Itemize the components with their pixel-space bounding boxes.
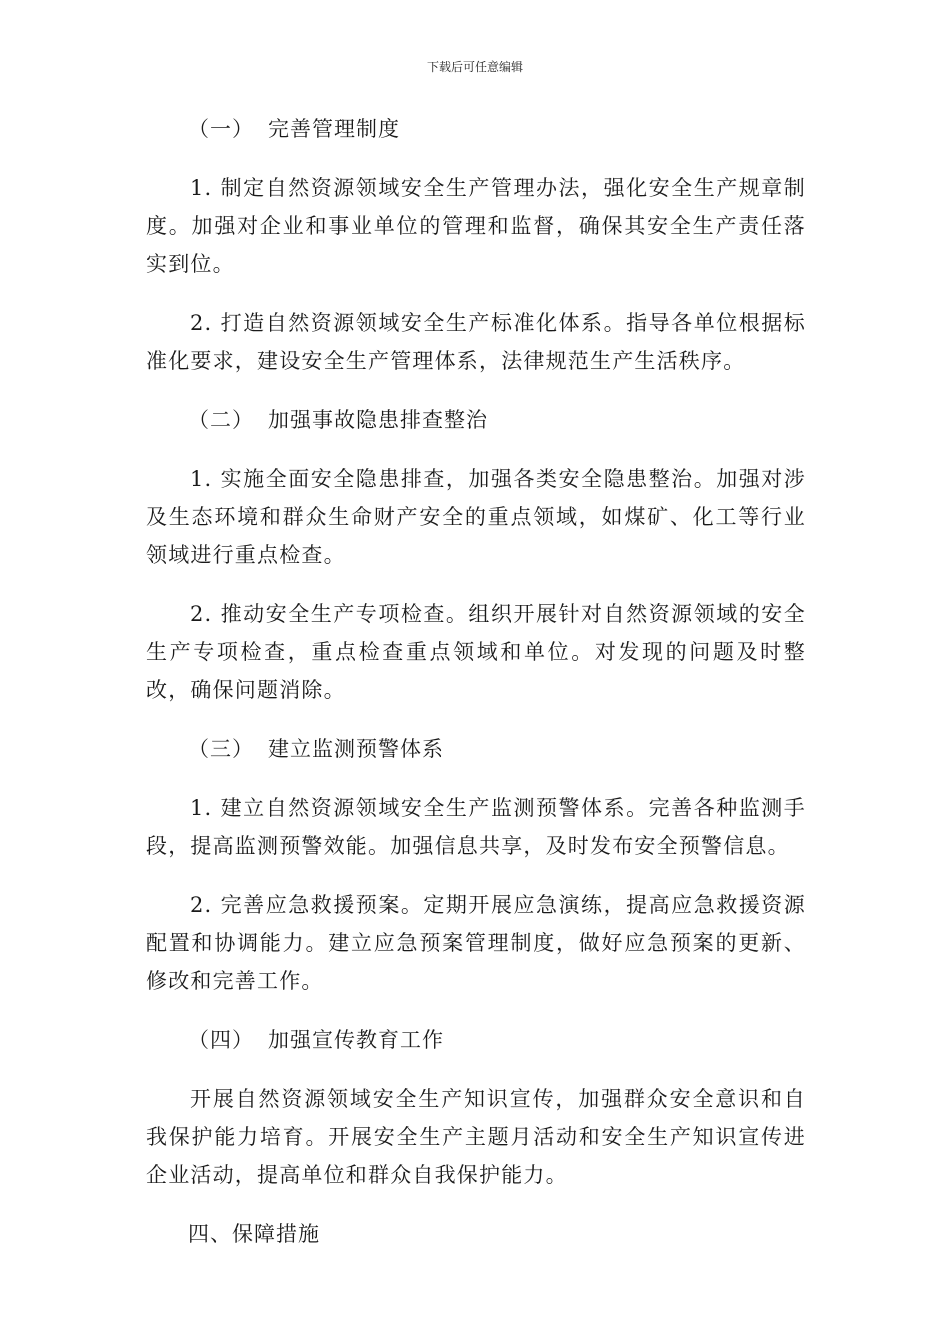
document-body bbox=[146, 110, 806, 1274]
header-note: 下载后可任意编辑 bbox=[426, 60, 523, 74]
section-heading-1 bbox=[146, 110, 806, 148]
section-number: （一） bbox=[188, 117, 254, 141]
paragraph: 1. 建立自然资源领域安全生产监测预警体系。完善各种监测手段，提高监测预警效能。加强信息共享，及时发布安全预警信息。 bbox=[146, 796, 806, 858]
paragraph: 1. 制定自然资源领域安全生产管理办法，强化安全生产规章制度。加强对企业和事业单位的管理和监督，确保其安全生产责任落实到位。 bbox=[146, 176, 806, 276]
section-number: （四） bbox=[188, 1028, 254, 1052]
paragraph: 开展自然资源领域安全生产知识宣传，加强群众安全意识和自我保护能力培育。开展安全生产主题月活动和安全生产知识宣传进企业活动，提高单位和群众自我保护能力。 bbox=[146, 1087, 806, 1187]
paragraph: 2. 完善应急救援预案。定期开展应急演练，提高应急救援资源配置和协调能力。建立应急预案管理制度，做好应急预案的更新、修改和完善工作。 bbox=[146, 893, 806, 993]
paragraph: 2. 推动安全生产专项检查。组织开展针对自然资源领域的安全生产专项检查，重点检查重点领域和单位。对发现的问题及时整改，确保问题消除。 bbox=[146, 602, 806, 702]
section-heading-2 bbox=[146, 401, 806, 439]
section-heading-3 bbox=[146, 730, 806, 768]
section-heading-4 bbox=[146, 1021, 806, 1059]
section-number: （二） bbox=[188, 408, 254, 432]
section-title: 加强宣传教育工作 bbox=[268, 1028, 444, 1052]
section-title: 加强事故隐患排查整治 bbox=[268, 408, 488, 432]
paragraph: 1. 实施全面安全隐患排查，加强各类安全隐患整治。加强对涉及生态环境和群众生命财产安全的重点领域，如煤矿、化工等行业领域进行重点检查。 bbox=[146, 467, 806, 567]
section-title: 完善管理制度 bbox=[268, 117, 400, 141]
paragraph: 2. 打造自然资源领域安全生产标准化体系。指导各单位根据标准化要求，建设安全生产管理体系，法律规范生产生活秩序。 bbox=[146, 311, 806, 373]
section-title: 建立监测预警体系 bbox=[268, 737, 444, 761]
section-number: （三） bbox=[188, 737, 254, 761]
final-heading: 四、保障措施 bbox=[188, 1222, 320, 1246]
